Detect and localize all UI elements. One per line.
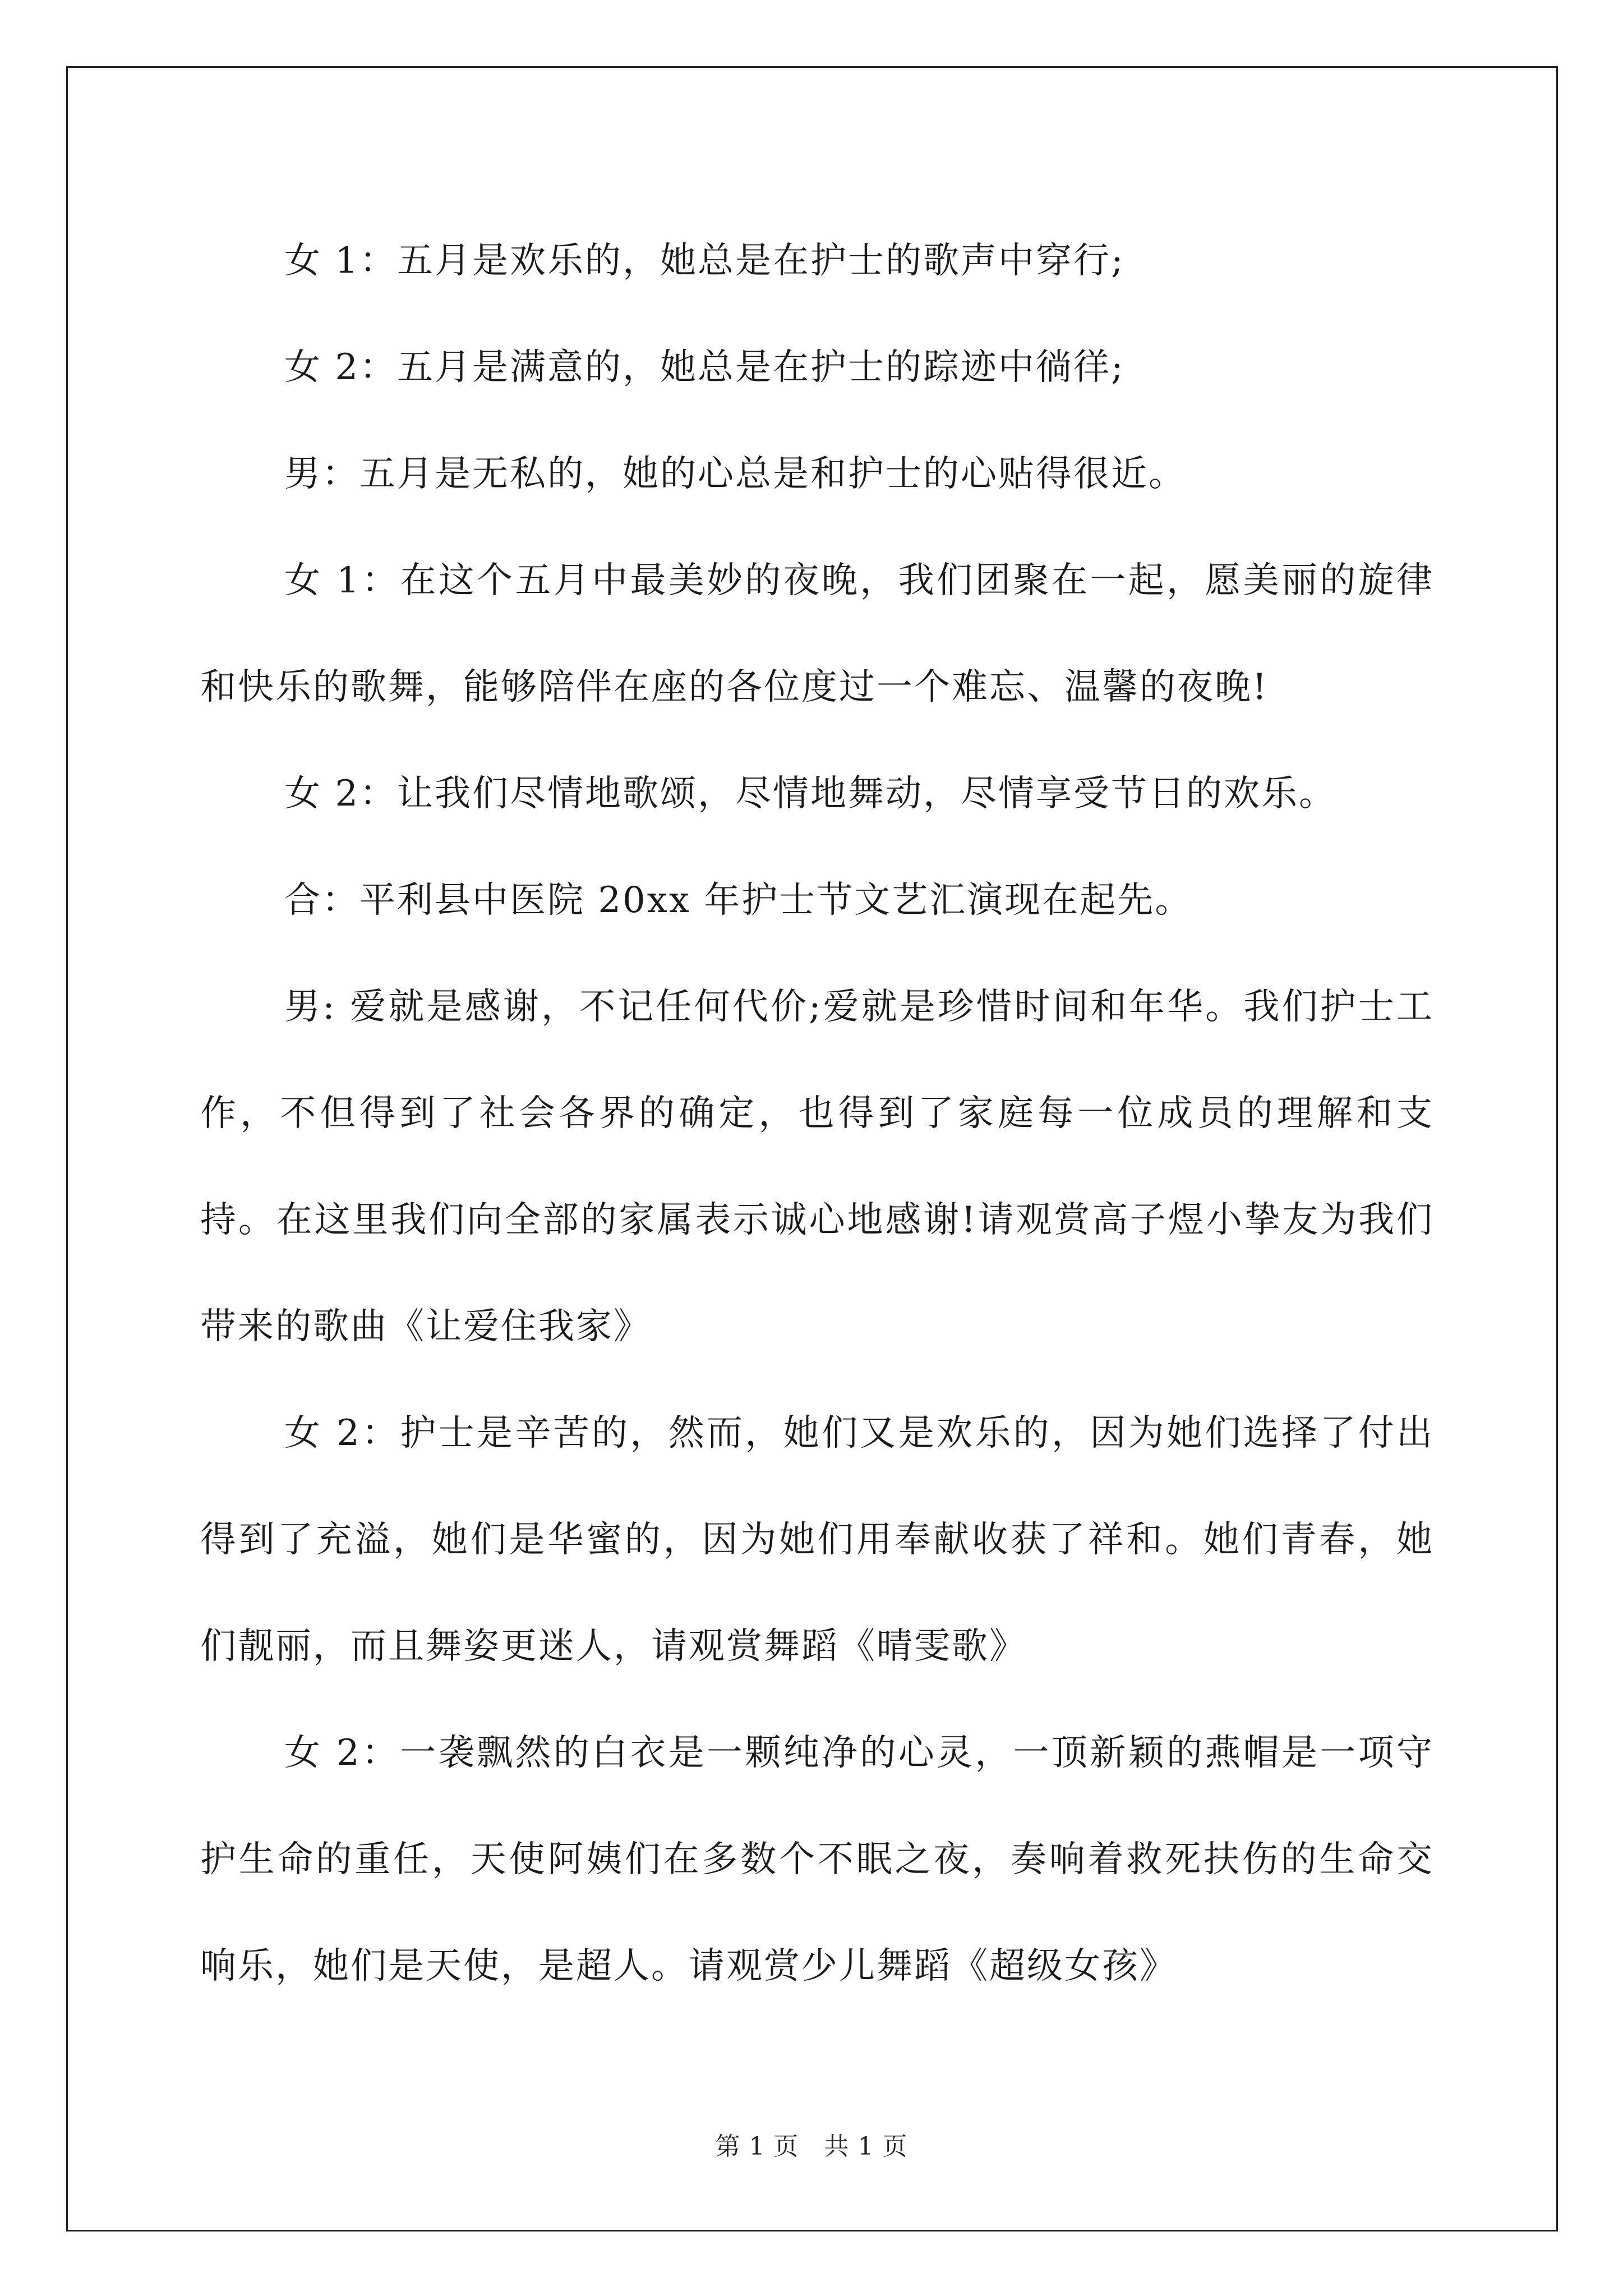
paragraph-2: 女 2：五月是满意的，她总是在护士的踪迹中徜徉; (284, 347, 1125, 388)
paragraph-3: 男：五月是无私的，她的心总是和护士的心贴得很近。 (284, 453, 1186, 495)
paragraph-8: 女 2：护士是辛苦的，然而，她们又是欢乐的，因为她们选择了付出得到了充溢，她们是华蜜的，因为她们用奉献收获了祥和。她们青春，她们靓丽，而且舞姿更迷人，请观赏舞蹈《晴雯歌》 (200, 1412, 1434, 1667)
paragraph-7: 男: 爱就是感谢，不记任何代价;爱就是珍惜时间和年华。我们护士工作，不但得到了社会各界的确定，也得到了家庭每一位成员的理解和支持。在这里我们向全部的家属表示诚心地感谢!请观赏高子煜小挚友为我们带来的歌曲《让爱住我家》 (200, 986, 1434, 1347)
document-body (200, 208, 1434, 2019)
paragraph-9: 女 2：一袭飘然的白衣是一颗纯净的心灵，一顶新颖的燕帽是一项守护生命的重任，天使阿姨们在多数个不眠之夜，奏响着救死扶伤的生命交响乐，她们是天使，是超人。请观赏少儿舞蹈《超级女孩》 (200, 1732, 1434, 1987)
paragraph-6: 合：平利县中医院 20xx 年护士节文艺汇演现在起先。 (284, 880, 1193, 921)
page-footer: 第 1 页 共 1 页 (715, 2132, 908, 2161)
paragraph-4: 女 1：在这个五月中最美妙的夜晚，我们团聚在一起，愿美丽的旋律和快乐的歌舞，能够陪伴在座的各位度过一个难忘、温馨的夜晚! (200, 560, 1434, 708)
paragraph-5: 女 2：让我们尽情地歌颂，尽情地舞动，尽情享受节日的欢乐。 (284, 773, 1337, 815)
paragraph-1: 女 1：五月是欢乐的，她总是在护士的歌声中穿行; (284, 240, 1125, 282)
